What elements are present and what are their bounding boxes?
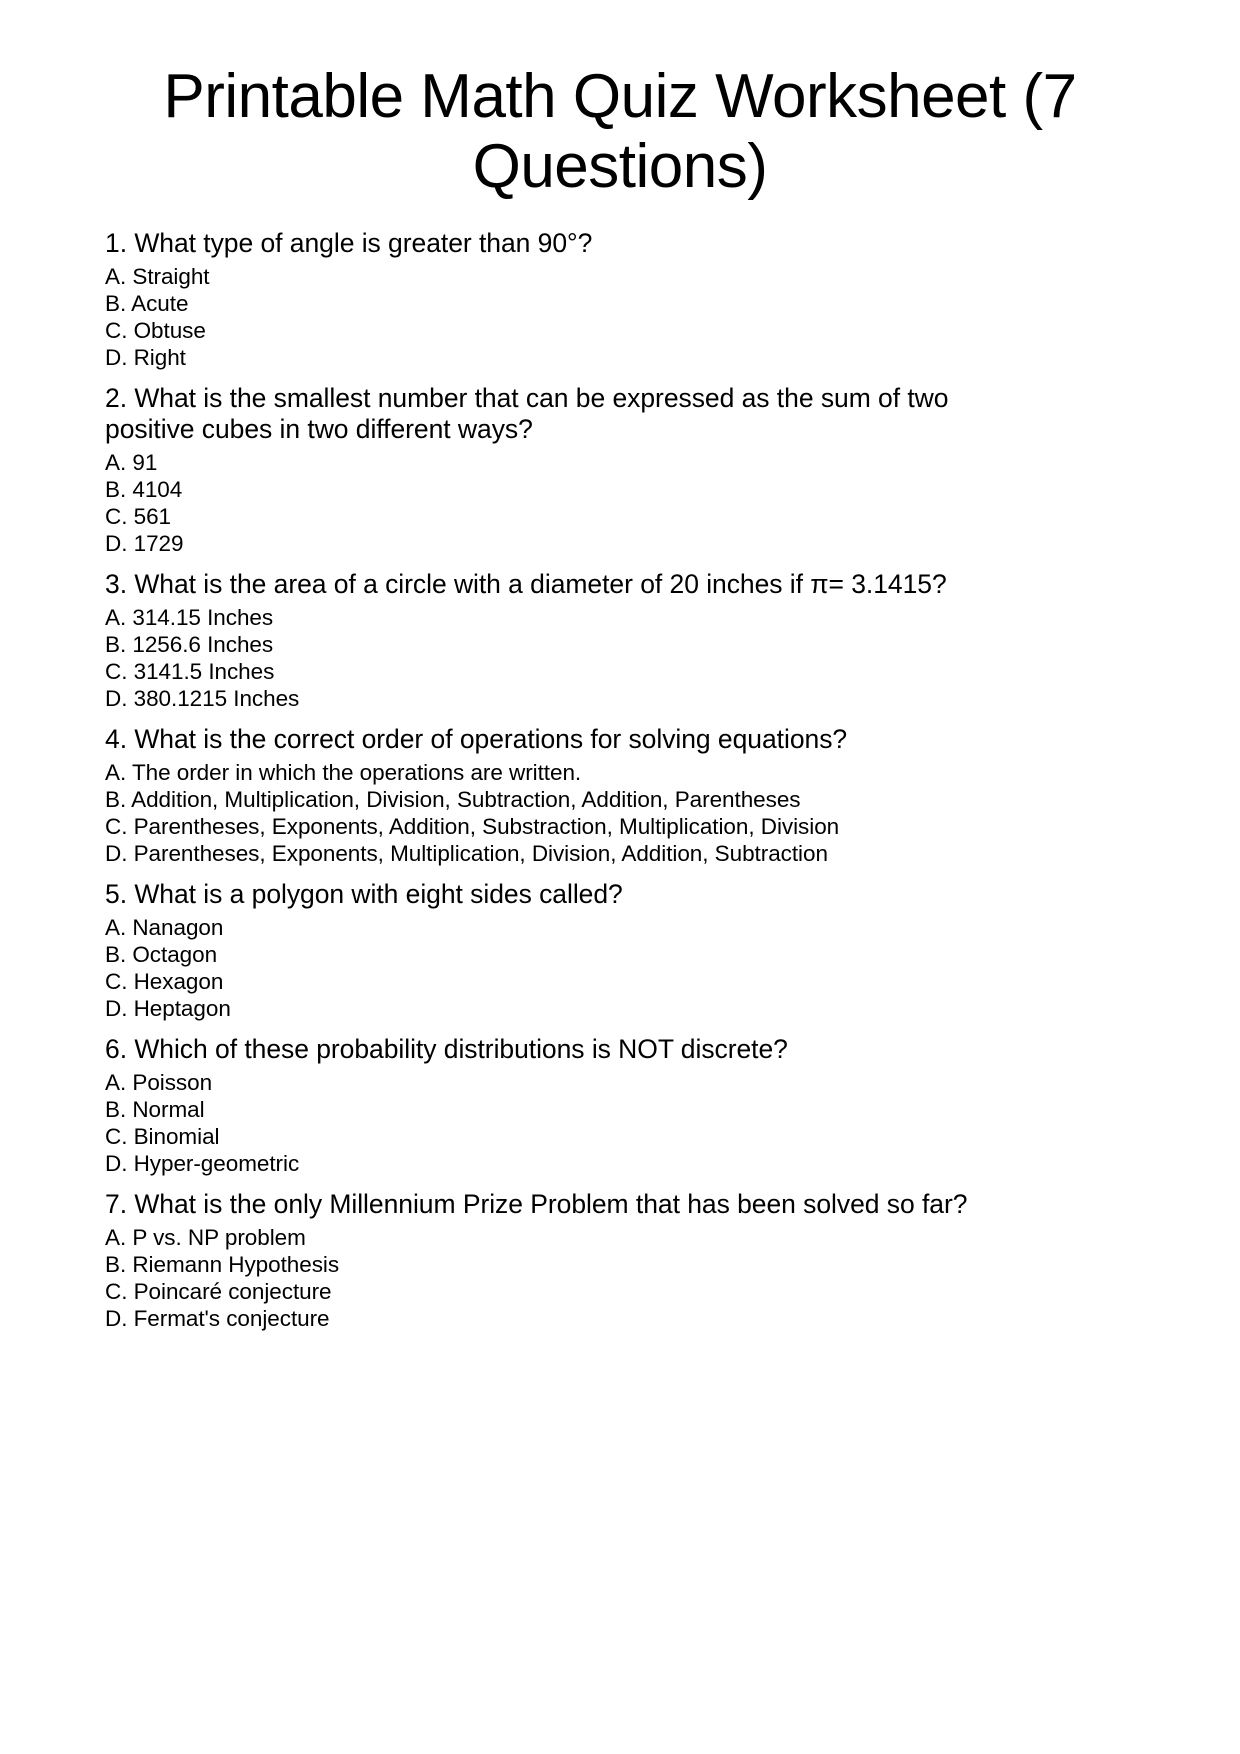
option-item[interactable]: D. Right: [105, 345, 186, 370]
option-item[interactable]: B. Riemann Hypothesis: [105, 1252, 340, 1277]
question-block-3: [105, 569, 1013, 712]
option-list: [105, 914, 1013, 1022]
option-item[interactable]: D. 380.1215 Inches: [105, 686, 300, 711]
option-item[interactable]: D. Parentheses, Exponents, Multiplication, Division, Addition, Subtraction: [105, 841, 828, 866]
option-item[interactable]: C. 561: [105, 504, 171, 529]
option-list: [105, 263, 1013, 371]
page-title: Printable Math Quiz Worksheet (7 Questions): [163, 62, 1077, 201]
option-item[interactable]: B. Addition, Multiplication, Division, Subtraction, Addition, Parentheses: [105, 787, 801, 812]
question-text: 2. What is the smallest number that can be expressed as the sum of two positive cubes in two different ways?: [105, 383, 949, 444]
option-item[interactable]: D. 1729: [105, 531, 184, 556]
option-item[interactable]: B. Normal: [105, 1097, 205, 1122]
option-item[interactable]: A. 91: [105, 450, 158, 475]
option-list: [105, 604, 1013, 712]
option-list: [105, 449, 1013, 557]
option-item[interactable]: C. Obtuse: [105, 318, 206, 343]
option-list: [105, 1224, 1013, 1332]
question-block-2: [105, 383, 1013, 557]
option-item[interactable]: A. Poisson: [105, 1070, 213, 1095]
option-item[interactable]: C. Hexagon: [105, 969, 224, 994]
option-item[interactable]: B. 4104: [105, 477, 183, 502]
option-item[interactable]: C. Poincaré conjecture: [105, 1279, 332, 1304]
option-item[interactable]: A. Nanagon: [105, 915, 224, 940]
question-text: 7. What is the only Millennium Prize Problem that has been solved so far?: [105, 1189, 968, 1219]
question-block-4: [105, 724, 1013, 867]
question-text: 1. What type of angle is greater than 90°?: [105, 228, 593, 258]
option-item[interactable]: C. 3141.5 Inches: [105, 659, 275, 684]
option-list: [105, 759, 1013, 867]
option-item[interactable]: D. Fermat's conjecture: [105, 1306, 330, 1331]
question-text: 4. What is the correct order of operations for solving equations?: [105, 724, 848, 754]
option-item[interactable]: C. Binomial: [105, 1124, 220, 1149]
question-text: 5. What is a polygon with eight sides called?: [105, 879, 623, 909]
question-block-7: [105, 1189, 1013, 1332]
option-item[interactable]: B. 1256.6 Inches: [105, 632, 274, 657]
option-item[interactable]: B. Acute: [105, 291, 189, 316]
option-item[interactable]: A. Straight: [105, 264, 210, 289]
question-text: 6. Which of these probability distributions is NOT discrete?: [105, 1034, 788, 1064]
option-list: [105, 1069, 1013, 1177]
option-item[interactable]: D. Hyper-geometric: [105, 1151, 300, 1176]
question-block-5: [105, 879, 1013, 1022]
option-item[interactable]: A. 314.15 Inches: [105, 605, 274, 630]
question-block-6: [105, 1034, 1013, 1177]
option-item[interactable]: C. Parentheses, Exponents, Addition, Substraction, Multiplication, Division: [105, 814, 840, 839]
question-block-1: [105, 228, 1013, 371]
option-item[interactable]: D. Heptagon: [105, 996, 231, 1021]
question-text: 3. What is the area of a circle with a diameter of 20 inches if π= 3.1415?: [105, 569, 947, 599]
questions-list: [105, 228, 1013, 1344]
option-item[interactable]: A. P vs. NP problem: [105, 1225, 306, 1250]
option-item[interactable]: B. Octagon: [105, 942, 218, 967]
option-item[interactable]: A. The order in which the operations are written.: [105, 760, 582, 785]
